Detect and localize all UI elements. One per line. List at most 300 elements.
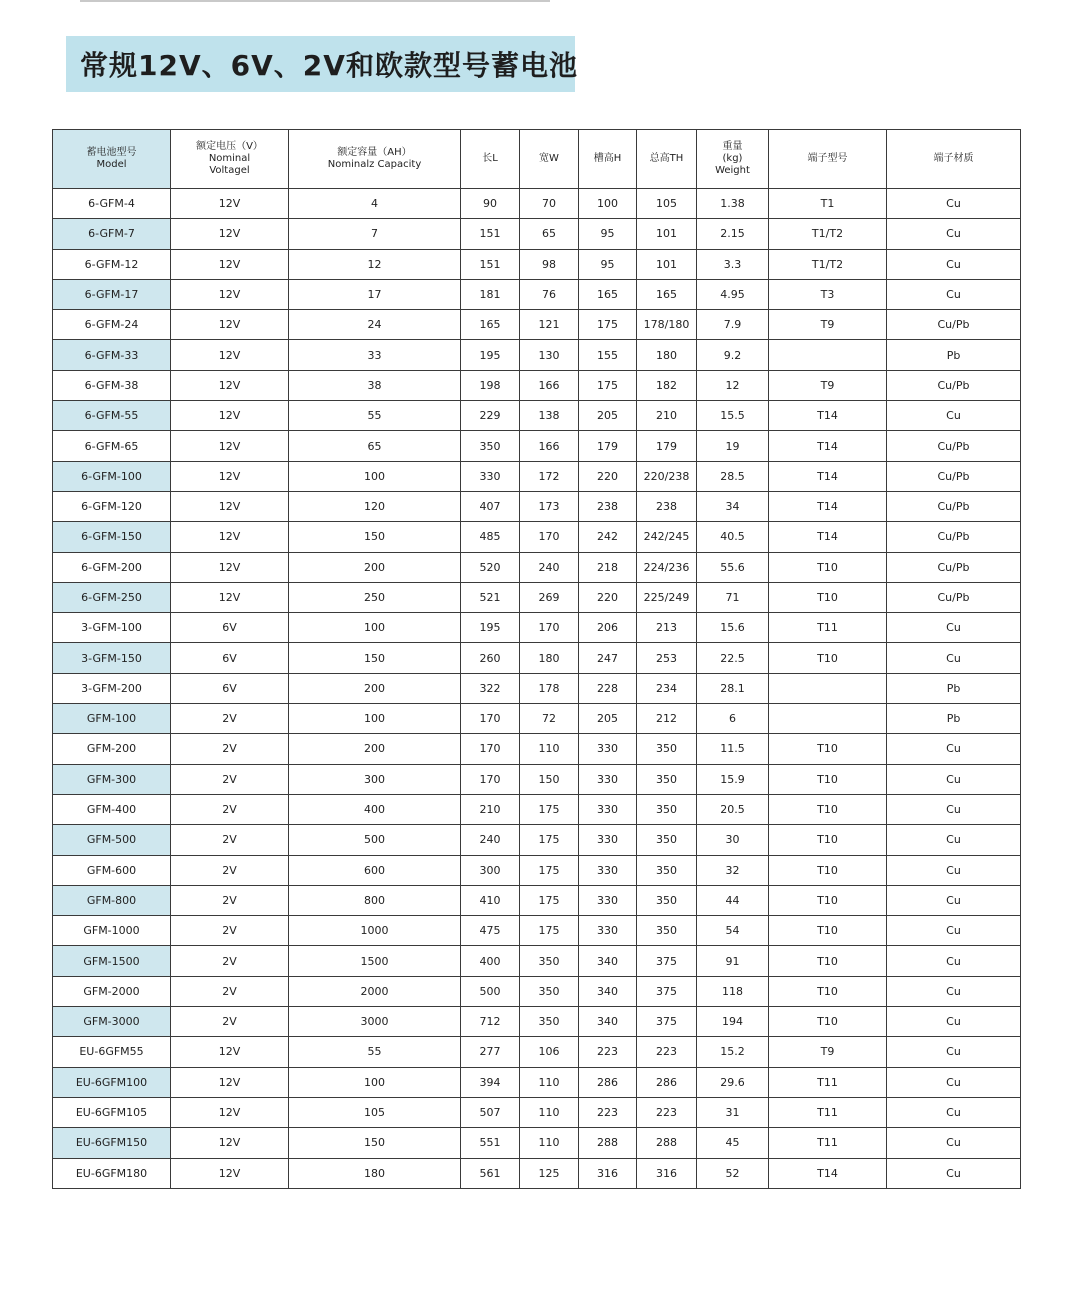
cell-length: 198 bbox=[461, 370, 520, 400]
cell-length: 151 bbox=[461, 249, 520, 279]
cell-total-height: 179 bbox=[637, 431, 697, 461]
cell-terminal-material: Cu bbox=[887, 916, 1021, 946]
cell-model: 6-GFM-120 bbox=[53, 491, 171, 521]
cell-terminal-type: T14 bbox=[769, 1158, 887, 1188]
cell-voltage: 2V bbox=[171, 764, 289, 794]
cell-height: 175 bbox=[579, 310, 637, 340]
cell-weight: 15.5 bbox=[697, 401, 769, 431]
cell-weight: 9.2 bbox=[697, 340, 769, 370]
cell-voltage: 12V bbox=[171, 340, 289, 370]
cell-terminal-material: Cu bbox=[887, 401, 1021, 431]
cell-total-height: 286 bbox=[637, 1067, 697, 1097]
cell-weight: 71 bbox=[697, 582, 769, 612]
cell-width: 170 bbox=[520, 522, 579, 552]
cell-voltage: 2V bbox=[171, 855, 289, 885]
cell-terminal-material: Cu bbox=[887, 885, 1021, 915]
cell-weight: 11.5 bbox=[697, 734, 769, 764]
table-row bbox=[53, 491, 1021, 521]
cell-height: 220 bbox=[579, 461, 637, 491]
table-header-row bbox=[53, 130, 1021, 189]
cell-terminal-material: Cu/Pb bbox=[887, 310, 1021, 340]
cell-weight: 12 bbox=[697, 370, 769, 400]
table-row bbox=[53, 976, 1021, 1006]
cell-voltage: 12V bbox=[171, 189, 289, 219]
cell-total-height: 350 bbox=[637, 825, 697, 855]
cell-weight: 15.6 bbox=[697, 613, 769, 643]
cell-terminal-material: Cu bbox=[887, 1007, 1021, 1037]
cell-capacity: 55 bbox=[289, 401, 461, 431]
cell-total-height: 101 bbox=[637, 249, 697, 279]
cell-width: 350 bbox=[520, 1007, 579, 1037]
cell-model: 6-GFM-100 bbox=[53, 461, 171, 491]
cell-voltage: 2V bbox=[171, 976, 289, 1006]
cell-total-height: 220/238 bbox=[637, 461, 697, 491]
cell-capacity: 1000 bbox=[289, 916, 461, 946]
cell-terminal-material: Cu bbox=[887, 734, 1021, 764]
cell-voltage: 2V bbox=[171, 1007, 289, 1037]
cell-capacity: 17 bbox=[289, 279, 461, 309]
cell-terminal-type: T14 bbox=[769, 522, 887, 552]
cell-voltage: 12V bbox=[171, 582, 289, 612]
cell-weight: 4.95 bbox=[697, 279, 769, 309]
cell-terminal-type: T1 bbox=[769, 189, 887, 219]
cell-model: GFM-800 bbox=[53, 885, 171, 915]
cell-voltage: 12V bbox=[171, 1067, 289, 1097]
cell-width: 180 bbox=[520, 643, 579, 673]
cell-total-height: 223 bbox=[637, 1097, 697, 1127]
cell-width: 110 bbox=[520, 734, 579, 764]
cell-capacity: 105 bbox=[289, 1097, 461, 1127]
table-row bbox=[53, 401, 1021, 431]
cell-model: 6-GFM-250 bbox=[53, 582, 171, 612]
cell-height: 175 bbox=[579, 370, 637, 400]
cell-width: 173 bbox=[520, 491, 579, 521]
cell-terminal-material: Cu bbox=[887, 219, 1021, 249]
cell-width: 138 bbox=[520, 401, 579, 431]
cell-total-height: 180 bbox=[637, 340, 697, 370]
cell-width: 106 bbox=[520, 1037, 579, 1067]
cell-height: 165 bbox=[579, 279, 637, 309]
cell-total-height: 105 bbox=[637, 189, 697, 219]
table-row bbox=[53, 219, 1021, 249]
cell-terminal-material: Cu bbox=[887, 855, 1021, 885]
cell-voltage: 12V bbox=[171, 522, 289, 552]
cell-model: 6-GFM-38 bbox=[53, 370, 171, 400]
cell-weight: 55.6 bbox=[697, 552, 769, 582]
cell-capacity: 12 bbox=[289, 249, 461, 279]
table-row bbox=[53, 310, 1021, 340]
cell-terminal-type: T14 bbox=[769, 401, 887, 431]
cell-weight: 31 bbox=[697, 1097, 769, 1127]
cell-capacity: 600 bbox=[289, 855, 461, 885]
cell-height: 220 bbox=[579, 582, 637, 612]
table-row bbox=[53, 552, 1021, 582]
cell-capacity: 4 bbox=[289, 189, 461, 219]
cell-length: 240 bbox=[461, 825, 520, 855]
cell-terminal-type: T10 bbox=[769, 643, 887, 673]
cell-weight: 19 bbox=[697, 431, 769, 461]
cell-weight: 52 bbox=[697, 1158, 769, 1188]
cell-voltage: 12V bbox=[171, 1128, 289, 1158]
cell-width: 170 bbox=[520, 613, 579, 643]
cell-terminal-type: T11 bbox=[769, 613, 887, 643]
cell-terminal-type: T10 bbox=[769, 794, 887, 824]
cell-height: 288 bbox=[579, 1128, 637, 1158]
cell-voltage: 12V bbox=[171, 249, 289, 279]
cell-model: 6-GFM-33 bbox=[53, 340, 171, 370]
cell-terminal-material: Cu/Pb bbox=[887, 582, 1021, 612]
cell-length: 520 bbox=[461, 552, 520, 582]
cell-capacity: 300 bbox=[289, 764, 461, 794]
cell-terminal-material: Cu bbox=[887, 1158, 1021, 1188]
cell-width: 269 bbox=[520, 582, 579, 612]
cell-height: 286 bbox=[579, 1067, 637, 1097]
cell-capacity: 24 bbox=[289, 310, 461, 340]
table-row bbox=[53, 1007, 1021, 1037]
cell-total-height: 350 bbox=[637, 916, 697, 946]
table-row bbox=[53, 249, 1021, 279]
cell-width: 110 bbox=[520, 1097, 579, 1127]
cell-weight: 34 bbox=[697, 491, 769, 521]
cell-total-height: 182 bbox=[637, 370, 697, 400]
cell-total-height: 288 bbox=[637, 1128, 697, 1158]
cell-height: 316 bbox=[579, 1158, 637, 1188]
cell-weight: 28.1 bbox=[697, 673, 769, 703]
cell-model: 3-GFM-150 bbox=[53, 643, 171, 673]
table-row bbox=[53, 582, 1021, 612]
header-voltage: 额定电压（V） Nominal Voltagel bbox=[171, 130, 289, 189]
cell-terminal-type: T14 bbox=[769, 491, 887, 521]
cell-height: 330 bbox=[579, 916, 637, 946]
cell-length: 521 bbox=[461, 582, 520, 612]
cell-total-height: 213 bbox=[637, 613, 697, 643]
cell-height: 100 bbox=[579, 189, 637, 219]
cell-model: 6-GFM-200 bbox=[53, 552, 171, 582]
cell-length: 170 bbox=[461, 704, 520, 734]
cell-total-height: 253 bbox=[637, 643, 697, 673]
cell-capacity: 38 bbox=[289, 370, 461, 400]
cell-voltage: 12V bbox=[171, 279, 289, 309]
cell-total-height: 210 bbox=[637, 401, 697, 431]
cell-height: 223 bbox=[579, 1037, 637, 1067]
cell-width: 110 bbox=[520, 1067, 579, 1097]
cell-weight: 6 bbox=[697, 704, 769, 734]
cell-width: 175 bbox=[520, 855, 579, 885]
cell-length: 394 bbox=[461, 1067, 520, 1097]
cell-weight: 2.15 bbox=[697, 219, 769, 249]
cell-capacity: 500 bbox=[289, 825, 461, 855]
cell-capacity: 100 bbox=[289, 1067, 461, 1097]
cell-length: 400 bbox=[461, 946, 520, 976]
header-width: 宽W bbox=[520, 130, 579, 189]
cell-length: 229 bbox=[461, 401, 520, 431]
cell-length: 410 bbox=[461, 885, 520, 915]
cell-weight: 32 bbox=[697, 855, 769, 885]
cell-width: 125 bbox=[520, 1158, 579, 1188]
cell-terminal-type: T10 bbox=[769, 885, 887, 915]
cell-length: 151 bbox=[461, 219, 520, 249]
cell-capacity: 33 bbox=[289, 340, 461, 370]
table-row bbox=[53, 522, 1021, 552]
cell-weight: 118 bbox=[697, 976, 769, 1006]
cell-terminal-material: Cu/Pb bbox=[887, 431, 1021, 461]
cell-height: 228 bbox=[579, 673, 637, 703]
cell-model: GFM-500 bbox=[53, 825, 171, 855]
cell-capacity: 100 bbox=[289, 461, 461, 491]
cell-height: 330 bbox=[579, 734, 637, 764]
header-terminal-material: 端子材质 bbox=[887, 130, 1021, 189]
cell-voltage: 12V bbox=[171, 461, 289, 491]
cell-total-height: 165 bbox=[637, 279, 697, 309]
table-row bbox=[53, 916, 1021, 946]
cell-height: 330 bbox=[579, 764, 637, 794]
cell-length: 195 bbox=[461, 340, 520, 370]
cell-weight: 3.3 bbox=[697, 249, 769, 279]
cell-capacity: 100 bbox=[289, 613, 461, 643]
cell-terminal-type: T1/T2 bbox=[769, 249, 887, 279]
cell-terminal-type: T10 bbox=[769, 582, 887, 612]
table-row bbox=[53, 794, 1021, 824]
table-row bbox=[53, 1067, 1021, 1097]
cell-capacity: 150 bbox=[289, 1128, 461, 1158]
cell-length: 350 bbox=[461, 431, 520, 461]
cell-terminal-material: Cu bbox=[887, 764, 1021, 794]
cell-terminal-material: Pb bbox=[887, 340, 1021, 370]
cell-total-height: 224/236 bbox=[637, 552, 697, 582]
cell-width: 350 bbox=[520, 976, 579, 1006]
table-row bbox=[53, 734, 1021, 764]
cell-terminal-type bbox=[769, 673, 887, 703]
cell-width: 150 bbox=[520, 764, 579, 794]
cell-total-height: 101 bbox=[637, 219, 697, 249]
cell-capacity: 55 bbox=[289, 1037, 461, 1067]
table-row bbox=[53, 855, 1021, 885]
cell-model: GFM-600 bbox=[53, 855, 171, 885]
table-row bbox=[53, 764, 1021, 794]
cell-weight: 45 bbox=[697, 1128, 769, 1158]
cell-terminal-material: Cu bbox=[887, 1128, 1021, 1158]
cell-capacity: 200 bbox=[289, 734, 461, 764]
cell-terminal-type: T14 bbox=[769, 461, 887, 491]
cell-total-height: 375 bbox=[637, 946, 697, 976]
cell-model: GFM-400 bbox=[53, 794, 171, 824]
cell-length: 170 bbox=[461, 734, 520, 764]
table-row bbox=[53, 704, 1021, 734]
cell-terminal-type: T10 bbox=[769, 1007, 887, 1037]
cell-width: 172 bbox=[520, 461, 579, 491]
cell-height: 205 bbox=[579, 401, 637, 431]
cell-voltage: 12V bbox=[171, 431, 289, 461]
cell-capacity: 2000 bbox=[289, 976, 461, 1006]
cell-terminal-type: T9 bbox=[769, 370, 887, 400]
cell-height: 95 bbox=[579, 249, 637, 279]
cell-terminal-material: Cu bbox=[887, 794, 1021, 824]
cell-weight: 15.2 bbox=[697, 1037, 769, 1067]
table-body bbox=[53, 189, 1021, 1189]
table-row bbox=[53, 613, 1021, 643]
battery-spec-table bbox=[52, 129, 1021, 1189]
cell-model: EU-6GFM100 bbox=[53, 1067, 171, 1097]
cell-model: 3-GFM-200 bbox=[53, 673, 171, 703]
cell-length: 300 bbox=[461, 855, 520, 885]
cell-capacity: 100 bbox=[289, 704, 461, 734]
cell-voltage: 2V bbox=[171, 734, 289, 764]
cell-capacity: 150 bbox=[289, 522, 461, 552]
cell-weight: 15.9 bbox=[697, 764, 769, 794]
cell-model: GFM-3000 bbox=[53, 1007, 171, 1037]
cell-weight: 22.5 bbox=[697, 643, 769, 673]
cell-voltage: 2V bbox=[171, 946, 289, 976]
cell-weight: 7.9 bbox=[697, 310, 769, 340]
table-row bbox=[53, 1037, 1021, 1067]
header-length: 长L bbox=[461, 130, 520, 189]
cell-capacity: 180 bbox=[289, 1158, 461, 1188]
cell-height: 330 bbox=[579, 855, 637, 885]
cell-terminal-type: T11 bbox=[769, 1097, 887, 1127]
cell-length: 277 bbox=[461, 1037, 520, 1067]
cell-length: 712 bbox=[461, 1007, 520, 1037]
cell-capacity: 250 bbox=[289, 582, 461, 612]
cell-length: 561 bbox=[461, 1158, 520, 1188]
cell-model: 6-GFM-17 bbox=[53, 279, 171, 309]
cell-width: 65 bbox=[520, 219, 579, 249]
cell-terminal-type bbox=[769, 340, 887, 370]
cell-length: 507 bbox=[461, 1097, 520, 1127]
cell-terminal-material: Cu bbox=[887, 825, 1021, 855]
cell-terminal-type: T10 bbox=[769, 946, 887, 976]
cell-terminal-material: Pb bbox=[887, 704, 1021, 734]
table-row bbox=[53, 340, 1021, 370]
cell-height: 242 bbox=[579, 522, 637, 552]
cell-height: 340 bbox=[579, 976, 637, 1006]
cell-voltage: 2V bbox=[171, 825, 289, 855]
cell-total-height: 212 bbox=[637, 704, 697, 734]
cell-length: 500 bbox=[461, 976, 520, 1006]
cell-total-height: 223 bbox=[637, 1037, 697, 1067]
cell-terminal-material: Cu bbox=[887, 1097, 1021, 1127]
table-row bbox=[53, 825, 1021, 855]
cell-terminal-type: T10 bbox=[769, 825, 887, 855]
cell-terminal-type: T1/T2 bbox=[769, 219, 887, 249]
cell-height: 223 bbox=[579, 1097, 637, 1127]
cell-length: 165 bbox=[461, 310, 520, 340]
cell-length: 260 bbox=[461, 643, 520, 673]
cell-voltage: 12V bbox=[171, 219, 289, 249]
cell-total-height: 350 bbox=[637, 734, 697, 764]
cell-capacity: 65 bbox=[289, 431, 461, 461]
cell-model: GFM-200 bbox=[53, 734, 171, 764]
table-row bbox=[53, 1158, 1021, 1188]
cell-height: 340 bbox=[579, 1007, 637, 1037]
cell-weight: 30 bbox=[697, 825, 769, 855]
cell-width: 175 bbox=[520, 794, 579, 824]
spec-table-container bbox=[52, 129, 1020, 1189]
cell-terminal-type: T10 bbox=[769, 552, 887, 582]
cell-voltage: 12V bbox=[171, 1158, 289, 1188]
cell-terminal-type: T11 bbox=[769, 1067, 887, 1097]
cell-length: 330 bbox=[461, 461, 520, 491]
table-row bbox=[53, 189, 1021, 219]
cell-terminal-type: T10 bbox=[769, 734, 887, 764]
cell-model: GFM-1000 bbox=[53, 916, 171, 946]
cell-height: 205 bbox=[579, 704, 637, 734]
table-row bbox=[53, 643, 1021, 673]
cell-voltage: 12V bbox=[171, 1097, 289, 1127]
cell-terminal-material: Cu/Pb bbox=[887, 552, 1021, 582]
cell-weight: 20.5 bbox=[697, 794, 769, 824]
cell-height: 330 bbox=[579, 825, 637, 855]
cell-length: 551 bbox=[461, 1128, 520, 1158]
cell-width: 175 bbox=[520, 885, 579, 915]
cell-model: EU-6GFM150 bbox=[53, 1128, 171, 1158]
cell-voltage: 2V bbox=[171, 885, 289, 915]
cell-total-height: 234 bbox=[637, 673, 697, 703]
cell-model: 3-GFM-100 bbox=[53, 613, 171, 643]
cell-model: EU-6GFM180 bbox=[53, 1158, 171, 1188]
cell-terminal-type: T9 bbox=[769, 310, 887, 340]
cell-terminal-material: Cu bbox=[887, 613, 1021, 643]
cell-height: 206 bbox=[579, 613, 637, 643]
cell-width: 166 bbox=[520, 431, 579, 461]
header-model: 蓄电池型号 Model bbox=[53, 130, 171, 189]
cell-height: 238 bbox=[579, 491, 637, 521]
cell-height: 179 bbox=[579, 431, 637, 461]
cell-terminal-type: T10 bbox=[769, 855, 887, 885]
cell-total-height: 225/249 bbox=[637, 582, 697, 612]
cell-model: EU-6GFM55 bbox=[53, 1037, 171, 1067]
cell-model: GFM-100 bbox=[53, 704, 171, 734]
cell-height: 340 bbox=[579, 946, 637, 976]
cell-width: 175 bbox=[520, 825, 579, 855]
cell-model: 6-GFM-7 bbox=[53, 219, 171, 249]
table-row bbox=[53, 279, 1021, 309]
cell-terminal-type: T10 bbox=[769, 976, 887, 1006]
cell-total-height: 316 bbox=[637, 1158, 697, 1188]
cell-terminal-material: Cu bbox=[887, 976, 1021, 1006]
cell-terminal-type: T11 bbox=[769, 1128, 887, 1158]
cell-width: 98 bbox=[520, 249, 579, 279]
cell-capacity: 150 bbox=[289, 643, 461, 673]
cell-model: 6-GFM-55 bbox=[53, 401, 171, 431]
cell-total-height: 238 bbox=[637, 491, 697, 521]
cell-width: 175 bbox=[520, 916, 579, 946]
cell-terminal-type: T14 bbox=[769, 431, 887, 461]
cell-voltage: 2V bbox=[171, 704, 289, 734]
top-rule bbox=[80, 0, 550, 2]
cell-voltage: 2V bbox=[171, 916, 289, 946]
cell-width: 70 bbox=[520, 189, 579, 219]
cell-weight: 1.38 bbox=[697, 189, 769, 219]
cell-length: 170 bbox=[461, 764, 520, 794]
cell-height: 155 bbox=[579, 340, 637, 370]
cell-weight: 194 bbox=[697, 1007, 769, 1037]
table-row bbox=[53, 431, 1021, 461]
cell-voltage: 6V bbox=[171, 673, 289, 703]
cell-height: 95 bbox=[579, 219, 637, 249]
cell-total-height: 375 bbox=[637, 976, 697, 1006]
cell-height: 330 bbox=[579, 885, 637, 915]
cell-length: 475 bbox=[461, 916, 520, 946]
cell-length: 195 bbox=[461, 613, 520, 643]
header-height: 槽高H bbox=[579, 130, 637, 189]
cell-model: 6-GFM-150 bbox=[53, 522, 171, 552]
cell-capacity: 3000 bbox=[289, 1007, 461, 1037]
cell-width: 110 bbox=[520, 1128, 579, 1158]
cell-terminal-material: Cu bbox=[887, 946, 1021, 976]
cell-terminal-material: Cu/Pb bbox=[887, 370, 1021, 400]
table-row bbox=[53, 673, 1021, 703]
cell-voltage: 2V bbox=[171, 794, 289, 824]
